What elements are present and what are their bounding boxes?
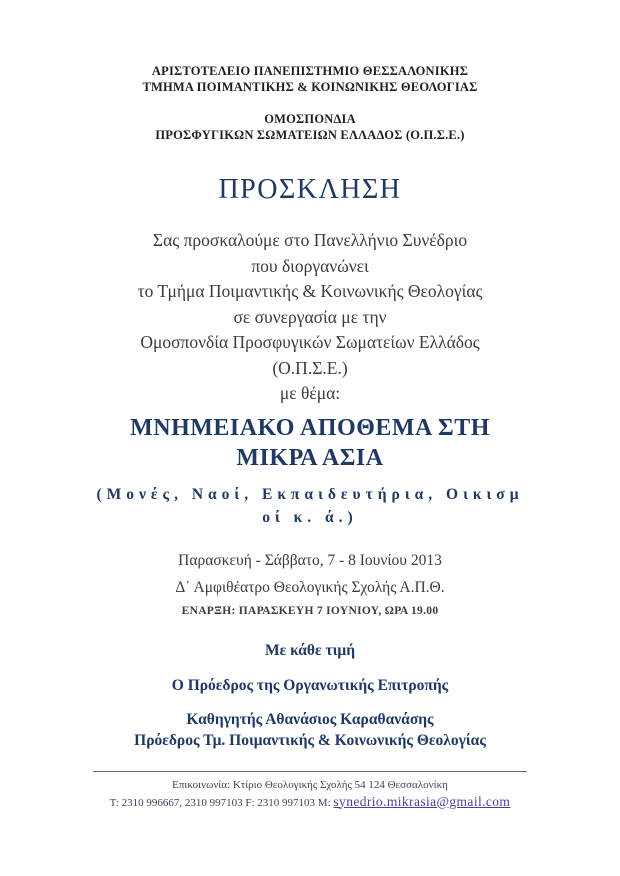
body-line: (Ο.Π.Σ.Ε.) (272, 357, 348, 378)
signatory-name: Καθηγητής Αθανάσιος Καραθανάσης (186, 710, 434, 728)
body-line: το Τμήμα Ποιμαντικής & Κοινωνικής Θεολογίας (137, 281, 483, 301)
body-line: Ομοσπονδία Προσφυγικών Σωματείων Ελλάδος (140, 332, 480, 352)
invitation-heading: ΠΡΟΣΚΛΗΣΗ (218, 174, 402, 205)
federation-full-name: ΠΡΟΣΦΥΓΙΚΩΝ ΣΩΜΑΤΕΙΩΝ ΕΛΛΑΔΟΣ (Ο.Π.Σ.Ε.) (155, 127, 465, 142)
theme-title (0, 413, 620, 473)
organizers-header (0, 0, 620, 143)
signatory-title: Πρόεδρος Τμ. Ποιμαντικής & Κοινωνικής Θεολογίας (134, 731, 486, 749)
signature-block (0, 709, 620, 751)
event-venue: Δ΄ Αμφιθέατρο Θεολογικής Σχολής Α.Π.Θ. (175, 578, 445, 596)
event-details (0, 547, 620, 618)
theme-subtitle (0, 483, 620, 529)
department-name: ΤΜΗΜΑ ΠΟΙΜΑΝΤΙΚΗΣ & ΚΟΙΝΩΝΙΚΗΣ ΘΕΟΛΟΓΙΑΣ (142, 79, 478, 94)
theme-subtitle-line: οί κ. ά.) (262, 508, 358, 526)
email-link[interactable]: synedrio.mikrasia@gmail.com (333, 793, 511, 809)
footer-divider (93, 771, 527, 772)
theme-title-line: ΜΝΗΜΕΙΑΚΟ ΑΠΟΘΕΜΑ ΣΤΗ (130, 414, 490, 441)
committee-role: Ο Πρόεδρος της Οργανωτικής Επιτροπής (171, 676, 449, 694)
footer (0, 771, 620, 812)
theme-subtitle-line: (Μονές, Ναοί, Εκπαιδευτήρια, Οικισμ (96, 485, 524, 503)
body-line: σε συνεργασία με την (233, 306, 387, 327)
university-name: ΑΡΙΣΤΟΤΕΛΕΙΟ ΠΑΝΕΠΙΣΤΗΜΙΟ ΘΕΣΣΑΛΟΝΙΚΗΣ (151, 64, 469, 78)
body-line: με θέμα: (279, 383, 341, 403)
theme-title-line: ΜΙΚΡΑ ΑΣΙΑ (236, 444, 384, 471)
phone-numbers: T: 2310 996667, 2310 997103 F: 2310 997103 M: (109, 796, 331, 809)
event-date: Παρασκευή - Σάββατο, 7 - 8 Ιουνίου 2013 (178, 551, 442, 569)
event-opening-time: ΕΝΑΡΞΗ: ΠΑΡΑΣΚΕΥΗ 7 ΙΟΥΝΙΟΥ, ΩΡΑ 19.00 (181, 604, 439, 617)
federation-header (0, 112, 620, 143)
invitation-body (0, 228, 620, 407)
contact-info: Επικοινωνία: Κτίριο Θεολογικής Σχολής 54 124 Θεσσαλονίκη (172, 778, 448, 791)
phone-fax-info (0, 793, 620, 812)
body-line: Σας προσκαλούμε στο Πανελλήνιο Συνέδριο (152, 230, 468, 250)
federation-name: ΟΜΟΣΠΟΝΔΙΑ (264, 112, 356, 126)
body-line: που διοργανώνει (251, 255, 369, 276)
salutation: Με κάθε τιμή (264, 641, 356, 659)
